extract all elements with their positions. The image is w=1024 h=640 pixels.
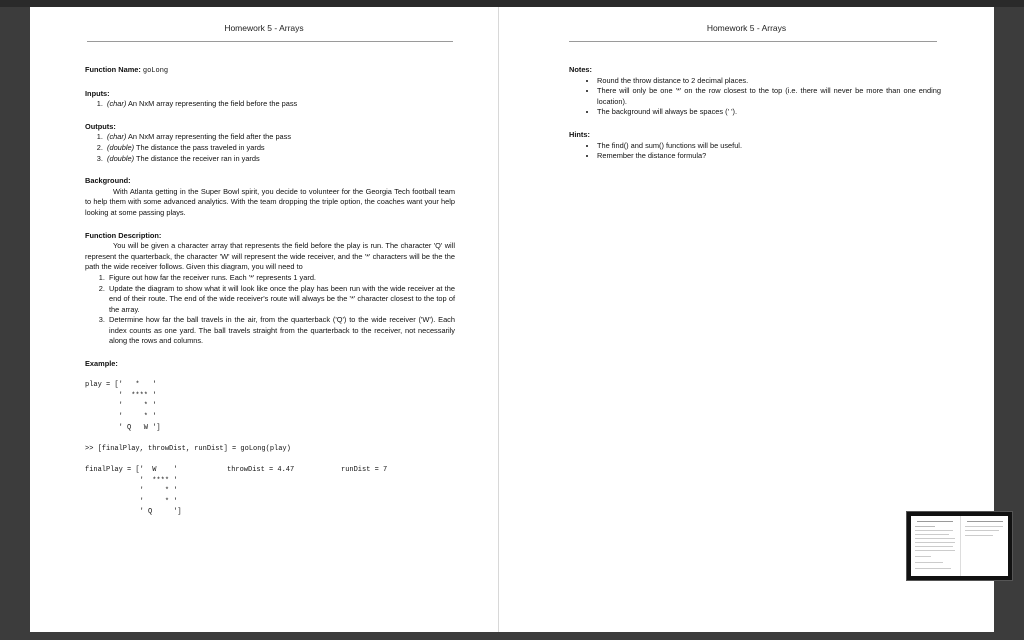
example-play-code: play = [' * ' ' **** ' ' * ' ' * ' ' Q W '] (85, 381, 161, 432)
header-rule (569, 41, 937, 42)
input-item: 1. (char) An NxM array representing the field before the pass (105, 99, 455, 110)
function-description-label: Function Description: (85, 230, 162, 240)
inputs-list (85, 99, 455, 110)
step-item: 3. Determine how far the ball travels in the air, from the quarterback ('Q') to the wide receiver ('W'). Each index counts as one yard. The ball travels straight from the quarterback to the receiver, not necessarily along the rows and columns. (107, 315, 455, 347)
hints-label: Hints: (569, 129, 590, 139)
step-item: 1. Figure out how far the receiver runs. Each '*' represents 1 yard. (107, 273, 455, 284)
function-name-line (85, 65, 455, 77)
hint-item: • The find() and sum() functions will be useful. (597, 141, 941, 152)
thumbnail-right-page (960, 516, 1009, 576)
output-item: 3. (double) The distance the receiver ran in yards (105, 154, 455, 165)
viewer-top-bar (0, 0, 1024, 7)
example-call-code: >> [finalPlay, throwDist, runDist] = goLong(play) (85, 444, 291, 453)
hints-list (569, 141, 941, 162)
example-throw-dist: throwDist = 4.47 (227, 466, 295, 474)
example-run-dist: runDist = 7 (341, 466, 388, 474)
hint-item: • Remember the distance formula? (597, 151, 941, 162)
note-item: • There will only be one '*' on the row closest to the top (i.e. there will never be more than one ending location). (597, 86, 941, 107)
right-page-content (569, 65, 941, 162)
function-description-text: You will be given a character array that represents the field before the play is run. The character 'Q' will represent the quarterback, the character 'W' will represent the wide receiver, and the '*' characters will be the the path the wide receiver follows. Given this diagram, you will need to (85, 241, 455, 272)
example-label: Example: (85, 359, 118, 369)
header-rule (87, 41, 453, 42)
thumbnail-preview (911, 516, 1008, 576)
notes-label: Notes: (569, 65, 592, 74)
note-item: • The background will always be spaces (' '). (597, 107, 941, 118)
page-thumbnail-navigator[interactable] (906, 511, 1013, 581)
description-steps (85, 273, 455, 347)
outputs-label: Outputs: (85, 121, 116, 131)
thumbnail-left-page (911, 516, 959, 576)
output-item: 1. (char) An NxM array representing the field after the pass (105, 132, 455, 143)
inputs-label: Inputs: (85, 88, 110, 98)
background-label: Background: (85, 176, 131, 186)
note-item: • Round the throw distance to 2 decimal places. (597, 76, 941, 87)
left-page-content (85, 65, 455, 525)
output-item: 2. (double) The distance the pass traveled in yards (105, 143, 455, 154)
notes-list (569, 76, 941, 118)
page-header-title: Homework 5 - Arrays (706, 23, 787, 33)
page-header-title: Homework 5 - Arrays (224, 23, 304, 33)
function-name-label: Function Name: (85, 65, 141, 74)
background-text: With Atlanta getting in the Super Bowl spirit, you decide to volunteer for the Georgia Tech football team to help them with some advanced analytics. With the team dropping the triple option, the coaches want your help looking at some passing plays. (85, 186, 455, 217)
document-page-left (30, 7, 498, 632)
outputs-list (85, 132, 455, 164)
step-item: 2. Update the diagram to show what it will look like once the play has been run with the wide receiver at the end of their route. The end of the wide receiver's route will always be the '*' character closest to the top of the array. (107, 284, 455, 316)
function-name-value: goLong (142, 67, 169, 75)
example-output-block (85, 465, 455, 525)
example-final-play-code: finalPlay = [' W ' ' **** ' ' * ' ' * ' ' Q '] (85, 466, 182, 517)
